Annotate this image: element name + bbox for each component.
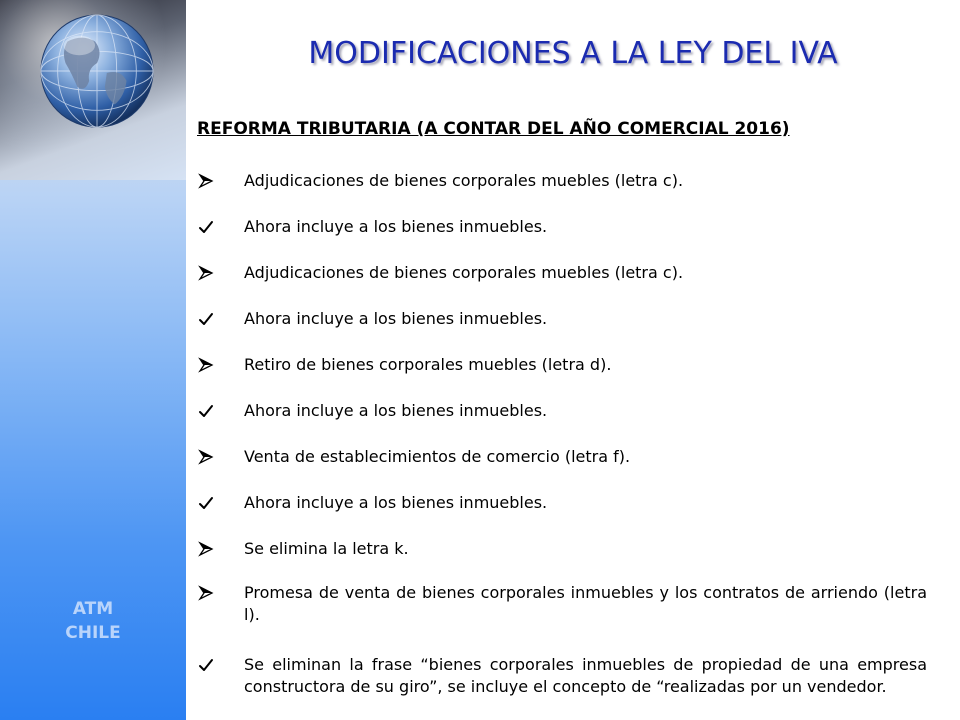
bullet-text: Ahora incluye a los bienes inmuebles.	[244, 217, 548, 236]
globe-icon	[38, 12, 156, 130]
arrow-bullet-icon	[197, 584, 215, 602]
bullet-text: Retiro de bienes corporales muebles (letra d).	[244, 355, 612, 374]
bullet-item	[197, 492, 927, 514]
slide-subtitle: REFORMA TRIBUTARIA (A CONTAR DEL AÑO COMERCIAL 2016)	[197, 119, 790, 139]
bullet-item	[197, 400, 927, 422]
bullet-text: Adjudicaciones de bienes corporales muebles (letra c).	[244, 171, 684, 190]
bullet-item	[197, 446, 927, 468]
bullet-text: Adjudicaciones de bienes corporales muebles (letra c).	[244, 263, 684, 282]
bullet-text: Promesa de venta de bienes corporales inmuebles y los contratos de arriendo (letra l).	[244, 583, 927, 624]
bullet-text: Venta de establecimientos de comercio (letra f).	[244, 447, 631, 466]
checkmark-icon	[197, 310, 215, 328]
bullet-text: Ahora incluye a los bienes inmuebles.	[244, 493, 548, 512]
arrow-bullet-icon	[197, 356, 215, 374]
bullet-item	[197, 216, 927, 238]
arrow-bullet-icon	[197, 264, 215, 282]
sidebar-label-chile: CHILE	[65, 623, 121, 643]
bullet-item	[197, 654, 927, 698]
bullet-item	[197, 170, 927, 192]
slide-title: MODIFICACIONES A LA LEY DEL IVA	[308, 36, 838, 71]
bullet-item	[197, 538, 927, 560]
bullet-text: Ahora incluye a los bienes inmuebles.	[244, 309, 548, 328]
checkmark-icon	[197, 494, 215, 512]
bullet-text: Ahora incluye a los bienes inmuebles.	[244, 401, 548, 420]
bullet-item	[197, 262, 927, 284]
checkmark-icon	[197, 402, 215, 420]
arrow-bullet-icon	[197, 172, 215, 190]
bullet-item	[197, 354, 927, 376]
arrow-bullet-icon	[197, 448, 215, 466]
checkmark-icon	[197, 218, 215, 236]
bullet-item	[197, 582, 927, 626]
arrow-bullet-icon	[197, 540, 215, 558]
sidebar-label-atm: ATM	[72, 599, 114, 619]
bullet-text: Se elimina la letra k.	[244, 539, 409, 558]
bullet-text: Se eliminan la frase “bienes corporales inmuebles de propiedad de una empresa constructora de su giro”, se incluye el concepto de “realizadas por un vendedor.	[244, 655, 927, 696]
checkmark-icon	[197, 656, 215, 674]
sidebar	[0, 0, 186, 720]
bullet-item	[197, 308, 927, 330]
